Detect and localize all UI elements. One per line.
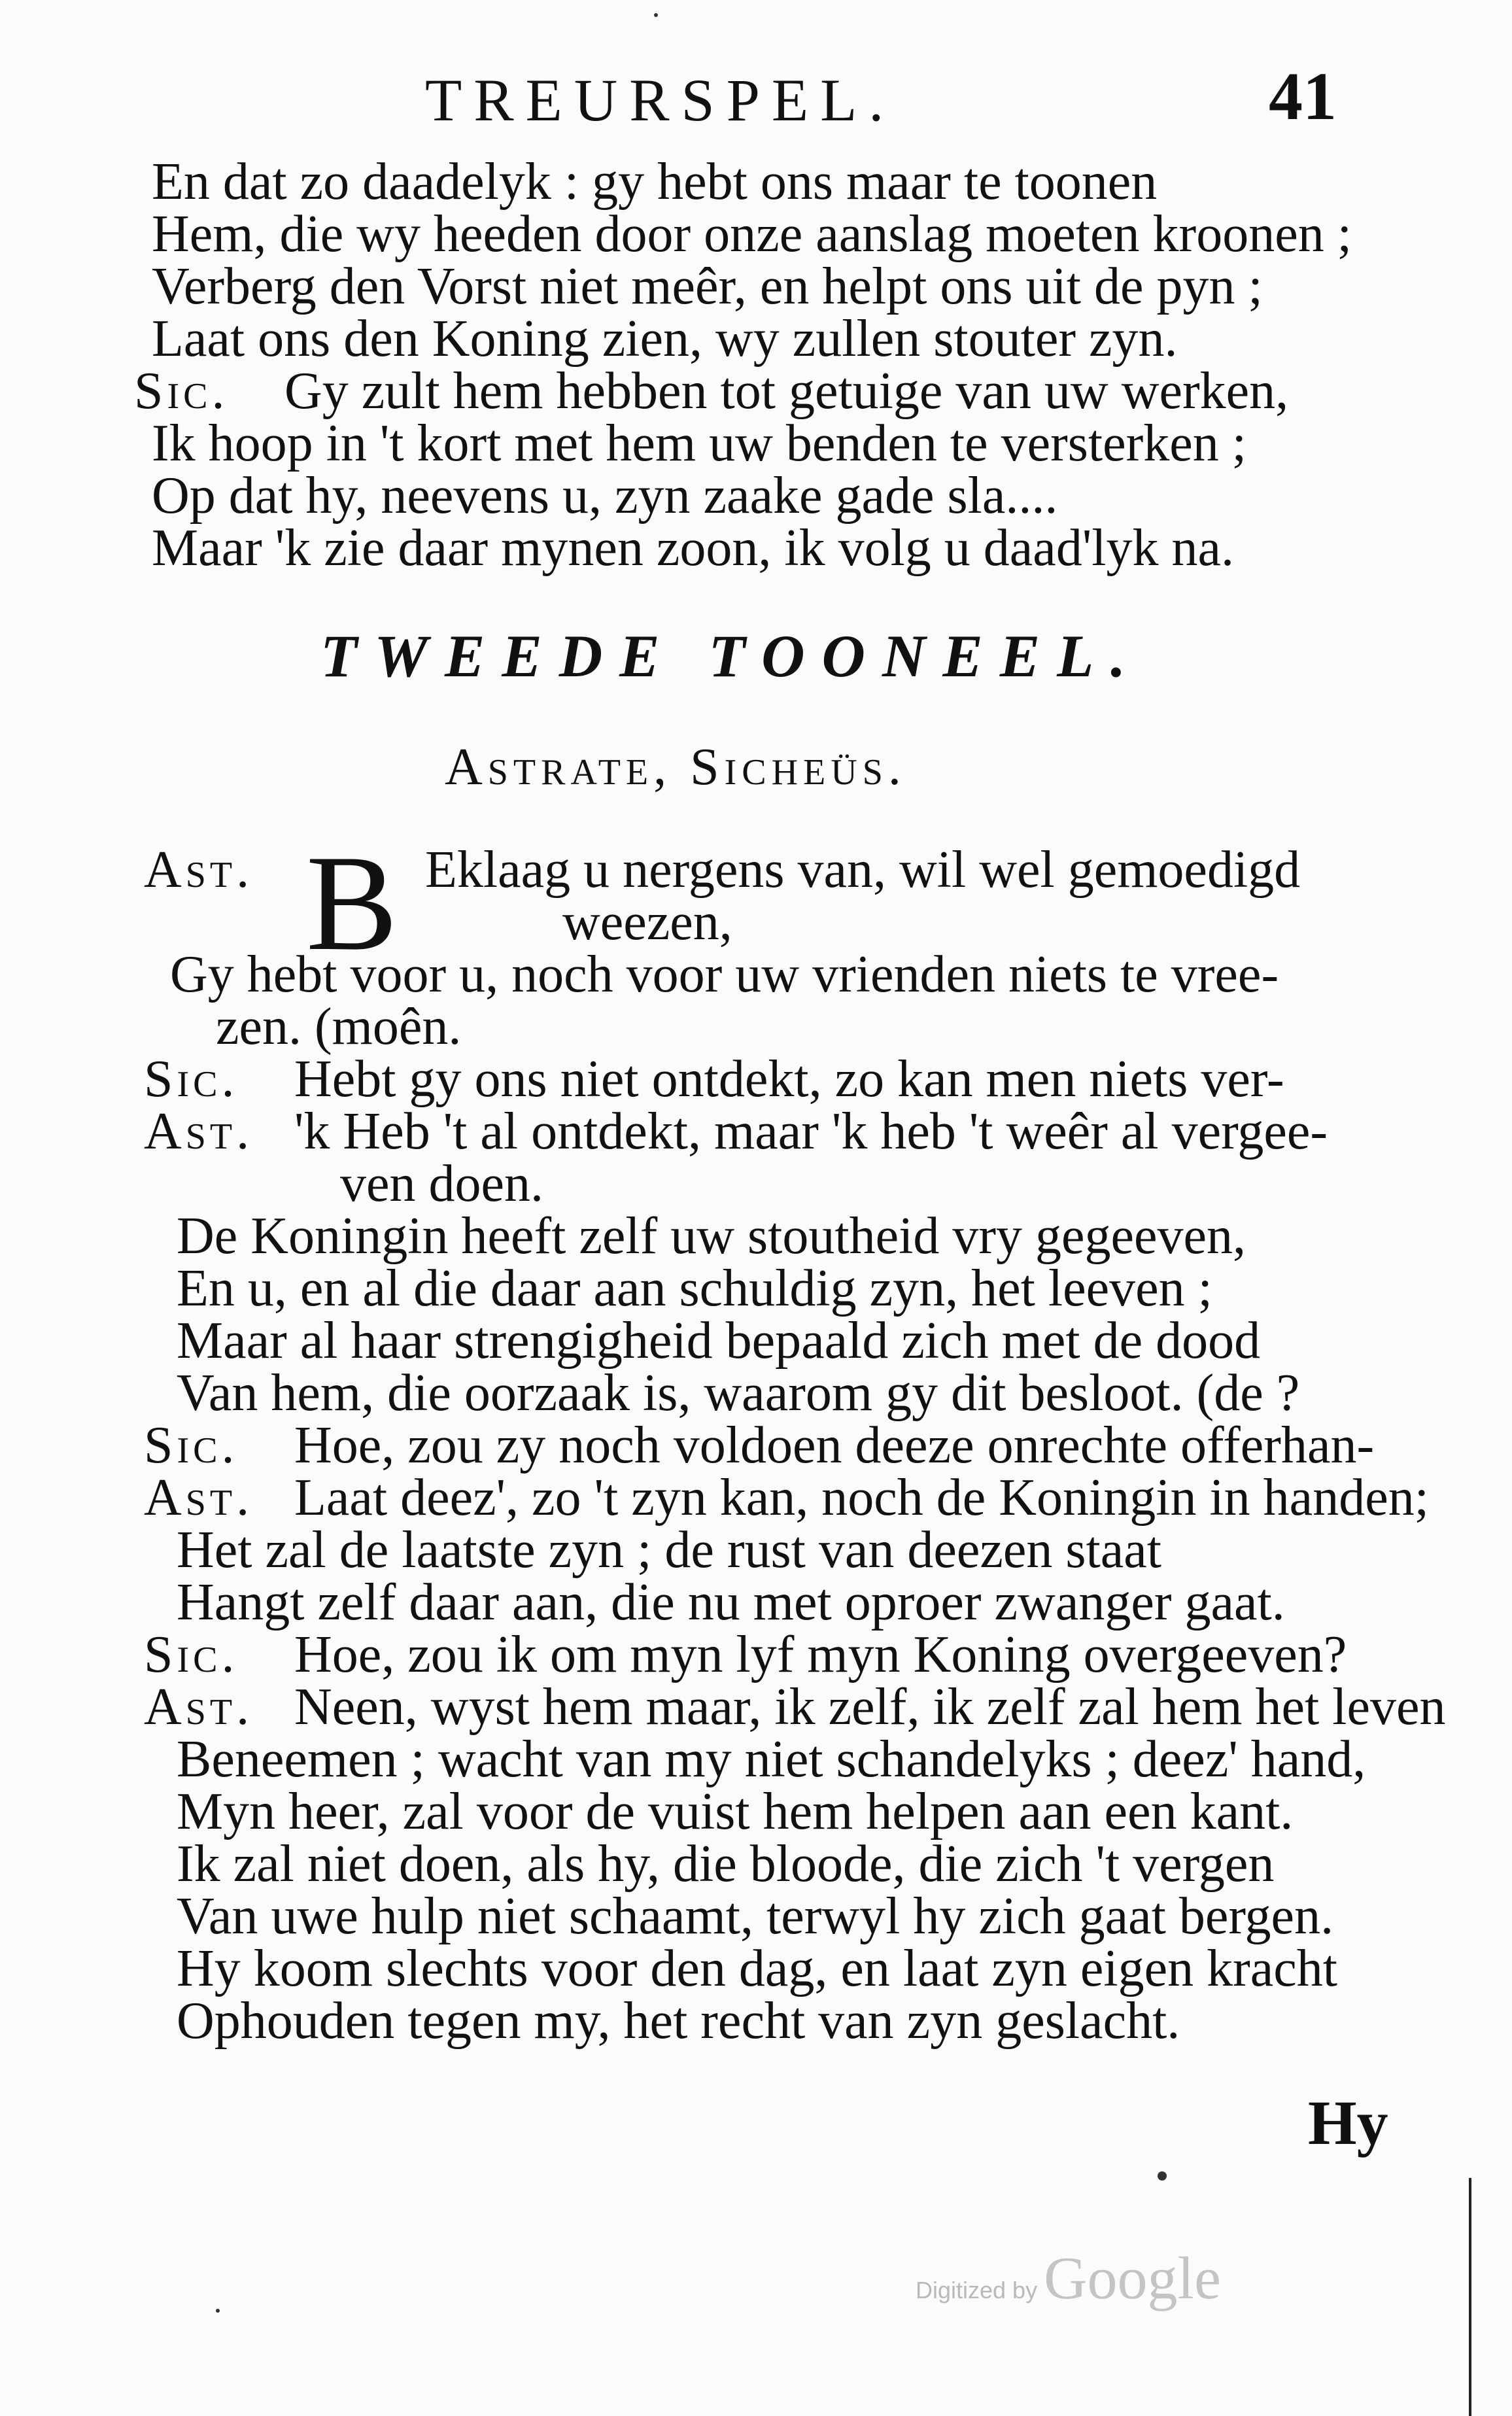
verse-text: 'k Heb 't al ontdekt, maar 'k heb 't weêr al vergee- (294, 1103, 1328, 1160)
verse-line (177, 1888, 1334, 1945)
ink-speck (216, 2309, 220, 2313)
verse-line (144, 1050, 1284, 1108)
verse-text: ven doen. (340, 1155, 544, 1213)
speaker-label: Sic. (144, 1626, 239, 1683)
verse-text: Verberg den Vorst niet meêr, en helpt ons uit de pyn ; (152, 258, 1263, 315)
catchword: Hy (1308, 2088, 1388, 2158)
verse-text: Hangt zelf daar aan, die nu met oproer zwanger gaat. (177, 1574, 1285, 1631)
verse-line (144, 1419, 1374, 1472)
verse-line (152, 467, 1058, 525)
verse-line (177, 1835, 1275, 1893)
verse-text: Hy koom slechts voor den dag, en laat zyn eigen kracht (177, 1940, 1337, 1997)
scene-characters: Astrate, Sicheüs. (445, 738, 906, 796)
verse-text: Beneemen ; wacht van my niet schandelyks ; deez' hand, (177, 1731, 1366, 1788)
verse-line (177, 1576, 1285, 1629)
verse-line (144, 1626, 1347, 1683)
verse-text: Neen, wyst hem maar, ik zelf, ik zelf zal hem het leven (294, 1678, 1446, 1736)
verse-line (152, 519, 1234, 577)
verse-text: Laat deez', zo 't zyn kan, noch de Koningin in handen; (294, 1469, 1429, 1527)
verse-line (152, 310, 1178, 368)
verse-line (144, 841, 1301, 899)
running-title: TREURSPEL. (425, 67, 896, 133)
verse-text: Hem, die wy heeden door onze aanslag moeten kroonen ; (152, 205, 1352, 263)
verse-line (170, 948, 1279, 1001)
verse-text: En u, en al die daar aan schuldig zyn, het leeven ; (177, 1260, 1212, 1317)
verse-line (177, 1364, 1300, 1422)
verse-text: Ophouden tegen my, het recht van zyn geslacht. (177, 1992, 1180, 2050)
verse-line (144, 1678, 1446, 1736)
verse-text: Maar al haar strengigheid bepaald zich met de dood (177, 1312, 1261, 1370)
verse-line (562, 893, 732, 951)
verse-line (152, 260, 1263, 313)
page-edge-line (1469, 2178, 1471, 2416)
speaker-label: Ast. (144, 1469, 254, 1527)
scene-heading: TWEEDE TOONEEL. (320, 623, 1143, 689)
speaker-label: Sic. (134, 362, 229, 420)
speaker-label: Sic. (144, 1050, 239, 1108)
verse-text: Hoe, zou ik om myn lyf myn Koning overgeeven? (294, 1626, 1347, 1683)
verse-text: Maar 'k zie daar mynen zoon, ik volg u daad'lyk na. (152, 519, 1234, 577)
drop-cap: B (306, 827, 398, 979)
verse-line (144, 1105, 1328, 1158)
verse-text: En dat zo daadelyk : gy hebt ons maar te toonen (152, 153, 1158, 211)
speaker-label: Ast. (144, 1103, 254, 1160)
verse-text: Laat ons den Koning zien, wy zullen stouter zyn. (152, 310, 1178, 368)
verse-text: Hoe, zou zy noch voldoen deeze onrechte offerhan- (294, 1417, 1375, 1474)
verse-line (340, 1155, 544, 1213)
verse-line (152, 153, 1158, 211)
verse-text: Eklaag u nergens van, wil wel gemoedigd (425, 841, 1301, 899)
verse-text: Ik zal niet doen, als hy, die bloode, die zich 't vergen (177, 1835, 1275, 1893)
verse-line (177, 1733, 1366, 1786)
verse-line (177, 1783, 1294, 1840)
verse-line (177, 1521, 1161, 1579)
verse-text: Myn heer, zal voor de vuist hem helpen aan een kant. (177, 1783, 1294, 1840)
verse-line (152, 417, 1246, 470)
verse-text: De Koningin heeft zelf uw stoutheid vry gegeeven, (177, 1207, 1246, 1265)
ink-speck (1158, 2171, 1167, 2181)
verse-line (177, 1312, 1261, 1370)
verse-line (216, 998, 462, 1056)
verse-text: Van hem, die oorzaak is, waarom gy dit besloot. (de ? (177, 1364, 1300, 1422)
verse-line (152, 205, 1352, 263)
verse-line (177, 1262, 1212, 1315)
verse-line (177, 1207, 1246, 1265)
speaker-label: Ast. (144, 841, 254, 899)
verse-text: zen. (moên. (216, 998, 462, 1056)
verse-text: Op dat hy, neevens u, zyn zaake gade sla.... (152, 467, 1058, 525)
verse-text: Ik hoop in 't kort met hem uw benden te versterken ; (152, 415, 1246, 472)
digitization-watermark (916, 2243, 1221, 2313)
verse-text: Van uwe hulp niet schaamt, terwyl hy zich gaat bergen. (177, 1888, 1334, 1945)
verse-text: Gy hebt voor u, noch voor uw vrienden niets te vree- (170, 946, 1279, 1003)
ink-speck (654, 13, 658, 17)
watermark-brand: Google (1044, 2245, 1221, 2311)
verse-text: Hebt gy ons niet ontdekt, zo kan men niets ver- (294, 1050, 1284, 1108)
speaker-label: Sic. (144, 1417, 239, 1474)
verse-line (134, 362, 1289, 420)
verse-line (177, 1942, 1337, 1995)
speaker-label: Ast. (144, 1678, 254, 1736)
page-number: 41 (1269, 59, 1337, 134)
verse-text: weezen, (562, 893, 732, 951)
verse-text: Gy zult hem hebben tot getuige van uw werken, (284, 362, 1289, 420)
verse-line (177, 1992, 1180, 2050)
verse-line (144, 1469, 1429, 1527)
verse-text: Het zal de laatste zyn ; de rust van deezen staat (177, 1521, 1161, 1579)
watermark-prefix: Digitized by (916, 2277, 1038, 2304)
